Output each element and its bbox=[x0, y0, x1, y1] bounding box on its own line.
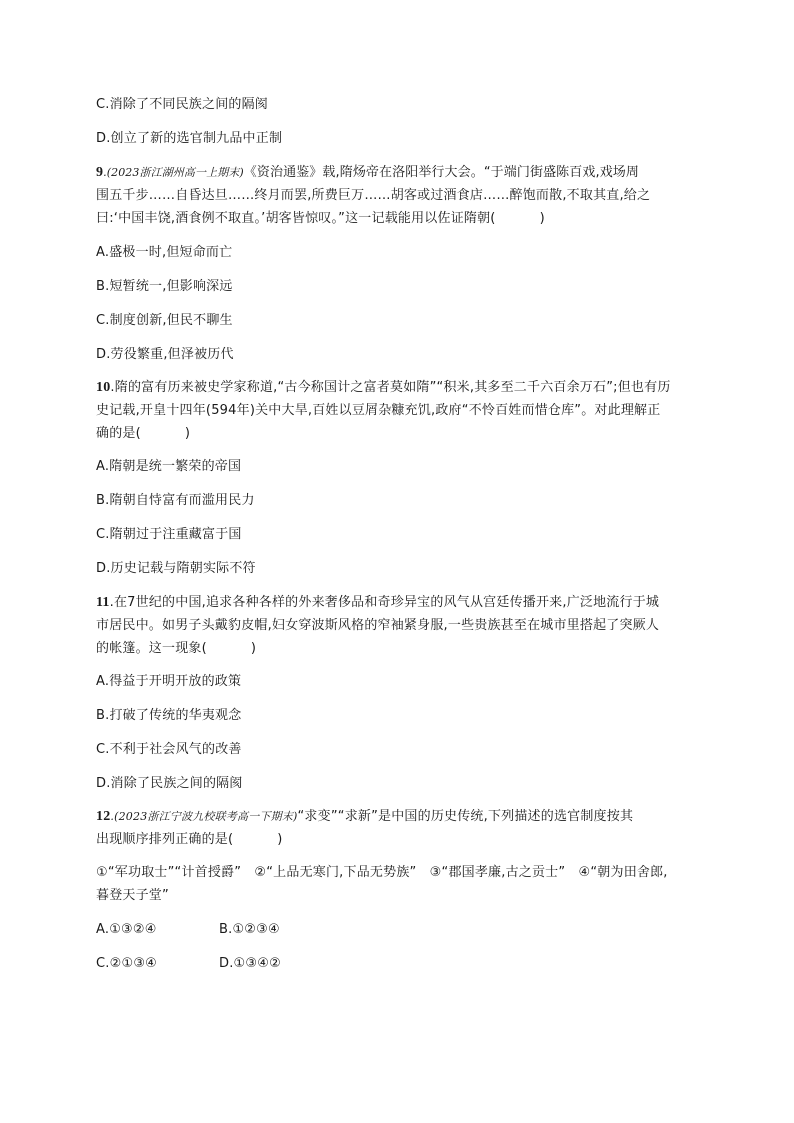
q10-stem-line-1 bbox=[96, 378, 671, 398]
q9-close-paren: ) bbox=[539, 211, 545, 226]
q12-source: .(2023浙江宁波九校联考高一下期末) bbox=[110, 810, 298, 823]
q9-stem-text-3: 曰:‘中国丰饶,酒食例不取直。’胡客皆惊叹。”这一记载能用以佐证隋朝( bbox=[96, 211, 496, 226]
q12-close-paren: ) bbox=[277, 832, 283, 847]
q9-source: .(2023浙江湖州高一上期末) bbox=[103, 166, 244, 179]
q9-option-b: B.短暂统一,但影响深远 bbox=[96, 279, 233, 294]
q12-stem-text-1: “求变”“求新”是中国的历史传统,下列描述的选官制度按其 bbox=[297, 809, 634, 824]
q10-stem-line-2: 史记载,开皇十四年(594年)关中大旱,百姓以豆屑杂糠充饥,政府“不怜百姓而惜仓库”。对此理解正 bbox=[96, 403, 661, 418]
q12-option-d: D.①③④② bbox=[219, 956, 281, 971]
q9-option-a: A.盛极一时,但短命而亡 bbox=[96, 245, 233, 260]
q12-items-line-2: 暮登天子堂” bbox=[96, 888, 169, 903]
q9-stem-line-2: 围五千步……自昏达旦……终月而罢,所费巨万……胡客或过酒食店……醉饱而散,不取其直,给之 bbox=[96, 188, 651, 203]
q12-items-line-1: ①“军功取士”“计首授爵” ②“上品无寒门,下品无势族” ③“郡国孝廉,古之贡士” ④“朝为田舍郎, bbox=[96, 865, 668, 880]
q12-option-a: A.①③②④ bbox=[96, 922, 157, 937]
q11-option-a: A.得益于开明开放的政策 bbox=[96, 674, 242, 689]
q11-option-c: C.不利于社会风气的改善 bbox=[96, 742, 242, 757]
q11-stem-line-1 bbox=[96, 593, 659, 613]
q11-option-d: D.消除了民族之间的隔阂 bbox=[96, 776, 243, 791]
q11-stem-line-3 bbox=[96, 639, 256, 659]
q10-option-d: D.历史记载与隋朝实际不符 bbox=[96, 561, 256, 576]
q12-stem-text-2: 出现顺序排列正确的是( bbox=[96, 832, 234, 847]
q9-stem-text-1: 《资治通鉴》载,隋炀帝在洛阳举行大会。“于端门街盛陈百戏,戏场周 bbox=[243, 165, 639, 180]
q9-stem-line-3 bbox=[96, 209, 545, 229]
q12-option-c: C.②①③④ bbox=[96, 956, 158, 971]
q8-option-c: C.消除了不同民族之间的隔阂 bbox=[96, 97, 269, 112]
q12-options-row-1 bbox=[96, 920, 396, 940]
q10-close-paren: ) bbox=[184, 426, 191, 441]
q9-number: 9 bbox=[96, 165, 104, 180]
q9-stem-line-1 bbox=[96, 163, 639, 183]
q10-option-c: C.隋朝过于注重藏富于国 bbox=[96, 527, 242, 542]
q10-option-b: B.隋朝自恃富有而滥用民力 bbox=[96, 493, 255, 508]
q9-option-c: C.制度创新,但民不聊生 bbox=[96, 313, 233, 328]
q10-stem-text-1: .隋的富有历来被史学家称道,“古今称国计之富者莫如隋”“积米,其多至二千六百余万石”;但也有历 bbox=[110, 380, 671, 395]
q11-stem-text-3: 的帐篷。这一现象( bbox=[96, 641, 207, 656]
q10-number: 10 bbox=[96, 380, 111, 395]
q10-stem-line-3 bbox=[96, 424, 190, 444]
q11-number: 11 bbox=[96, 595, 110, 610]
q11-stem-line-2: 市居民中。如男子头戴豹皮帽,妇女穿波斯风格的窄袖紧身服,一些贵族甚至在城市里搭起了突厥人 bbox=[96, 618, 660, 633]
q8-option-d: D.创立了新的选官制九品中正制 bbox=[96, 131, 283, 146]
q12-stem-line-2 bbox=[96, 830, 283, 850]
q12-stem-line-1 bbox=[96, 807, 633, 827]
q9-option-d: D.劳役繁重,但泽被历代 bbox=[96, 347, 234, 362]
q10-stem-text-3: 确的是( bbox=[96, 426, 141, 441]
q11-stem-text-1: .在7世纪的中国,追求各种各样的外来奢侈品和奇珍异宝的风气从宫廷传播开来,广泛地流行于城 bbox=[109, 595, 660, 610]
q11-close-paren: ) bbox=[250, 641, 257, 656]
q12-number: 12 bbox=[96, 809, 111, 824]
q11-option-b: B.打破了传统的华夷观念 bbox=[96, 708, 242, 723]
q12-option-b: B.①②③④ bbox=[219, 922, 280, 937]
q10-option-a: A.隋朝是统一繁荣的帝国 bbox=[96, 459, 242, 474]
q12-options-row-2 bbox=[96, 954, 396, 974]
